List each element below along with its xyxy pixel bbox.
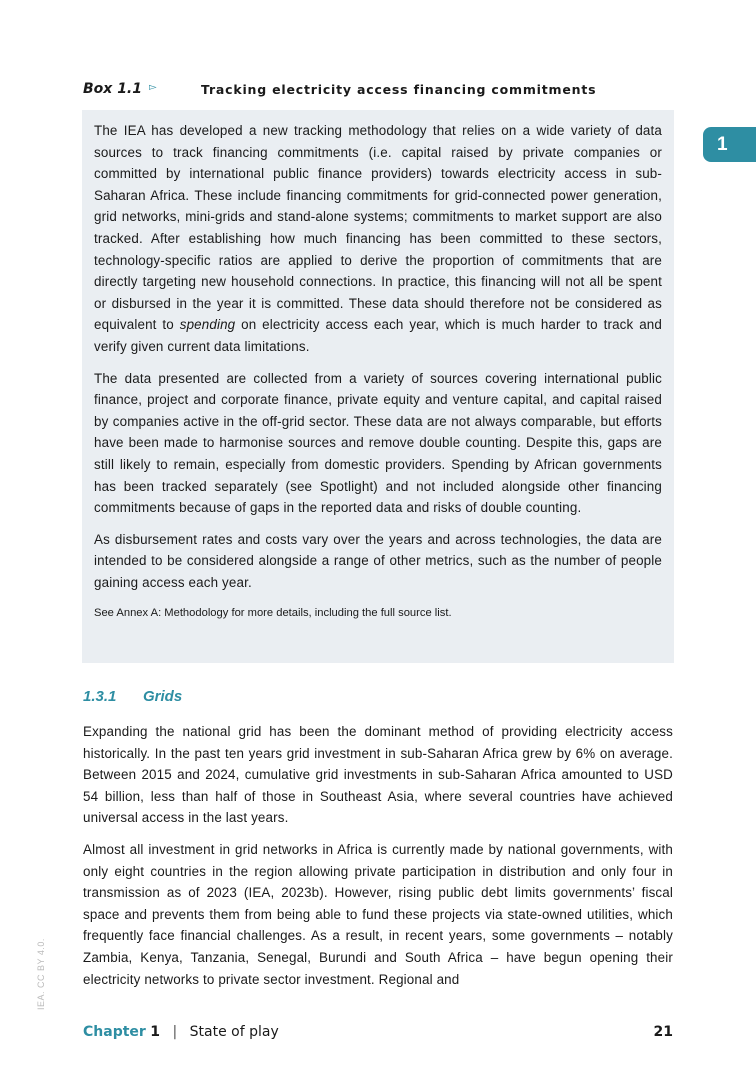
body-text [83,721,673,990]
body-paragraph-2: Almost all investment in grid networks in Africa is currently made by national governments, with only eight countries in the region allowing private participation in distribution and only four in transmission as of 2023 (IEA, 2023b). However, rising public debt limits governments’ fiscal space and prevents them from being able to fund these projects via state-owned utilities, which frequently face financial challenges. As a result, in recent years, some governments – notably Zambia, Kenya, Tanzania, Senegal, Burundi and South Africa – have begun opening their electricity networks to private sector investment. Regional and [83,841,673,987]
text-run: on electricity access each year, which is much harder to track and verify given current data limitations. [94,317,662,354]
section-title: Grids [143,688,183,705]
triangle-arrow-icon: ▻ [149,82,157,93]
footer-chapter-name: State of play [189,1024,279,1040]
info-box [82,110,674,663]
footer-chapter-word: Chapter [83,1024,146,1040]
footer-chapter-number: 1 [150,1024,161,1040]
box-title: Tracking electricity access financing commitments [201,82,597,97]
section-number: 1.3.1 [83,688,117,705]
box-paragraph-3: As disbursement rates and costs vary over the years and across technologies, the data are intended to be considered alongside a range of other metrics, such as the number of people gaining access each year. [94,531,662,590]
box-header [83,81,683,101]
body-paragraph-1: Expanding the national grid has been the dominant method of providing electricity access historically. In the past ten years grid investment in sub-Saharan Africa grew by 6% on average. Between 2015 and 2024, cumulative grid investments in sub-Saharan Africa amounted to USD 54 billion, less than half of those in Southeast Asia, where several countries have achieved universal access in the last years. [83,724,673,826]
footer-separator: | [172,1024,178,1040]
license-text: IEA. CC BY 4.0. [36,938,46,1010]
text-run: The IEA has developed a new tracking methodology that relies on a wide variety of data sources to track financing commitments (i.e. capital raised by private companies or committed by international public finance providers) towards electricity access in sub-Saharan Africa. These include financing commitments for grid-connected power generation, grid networks, mini-grids and stand-alone systems; commitments to market support are also tracked. After establishing how much financing has been committed to these sectors, technology-specific ratios are applied to derive the proportion of commitments that are directly targeting new household connections. In practice, this financing will not all be spent or disbursed in the year it is committed. These data should therefore not be considered as equivalent to [94,123,662,333]
emphasis-text: spending [179,317,236,333]
box-paragraph-1 [94,120,662,358]
box-note: See Annex A: Methodology for more details, including the full source list. [94,607,452,620]
page-number: 21 [653,1024,673,1040]
chapter-tab [703,127,756,162]
box-paragraph-2: The data presented are collected from a variety of sources covering international public finance, project and corporate finance, private equity and venture capital, and capital raised by companies active in the off-grid sector. These data are not always comparable, but efforts have been made to harmonise sources and remove double counting. Despite this, gaps are still likely to remain, especially from domestic providers. Spending by African governments has been tracked separately (see Spotlight) and not included alongside other financing commitments because of gaps in the reported data and risks of double counting. [94,370,662,516]
chapter-tab-number: 1 [717,133,728,155]
section-heading [83,688,182,705]
box-label: Box 1.1 [83,81,142,97]
page-footer [83,1024,673,1044]
